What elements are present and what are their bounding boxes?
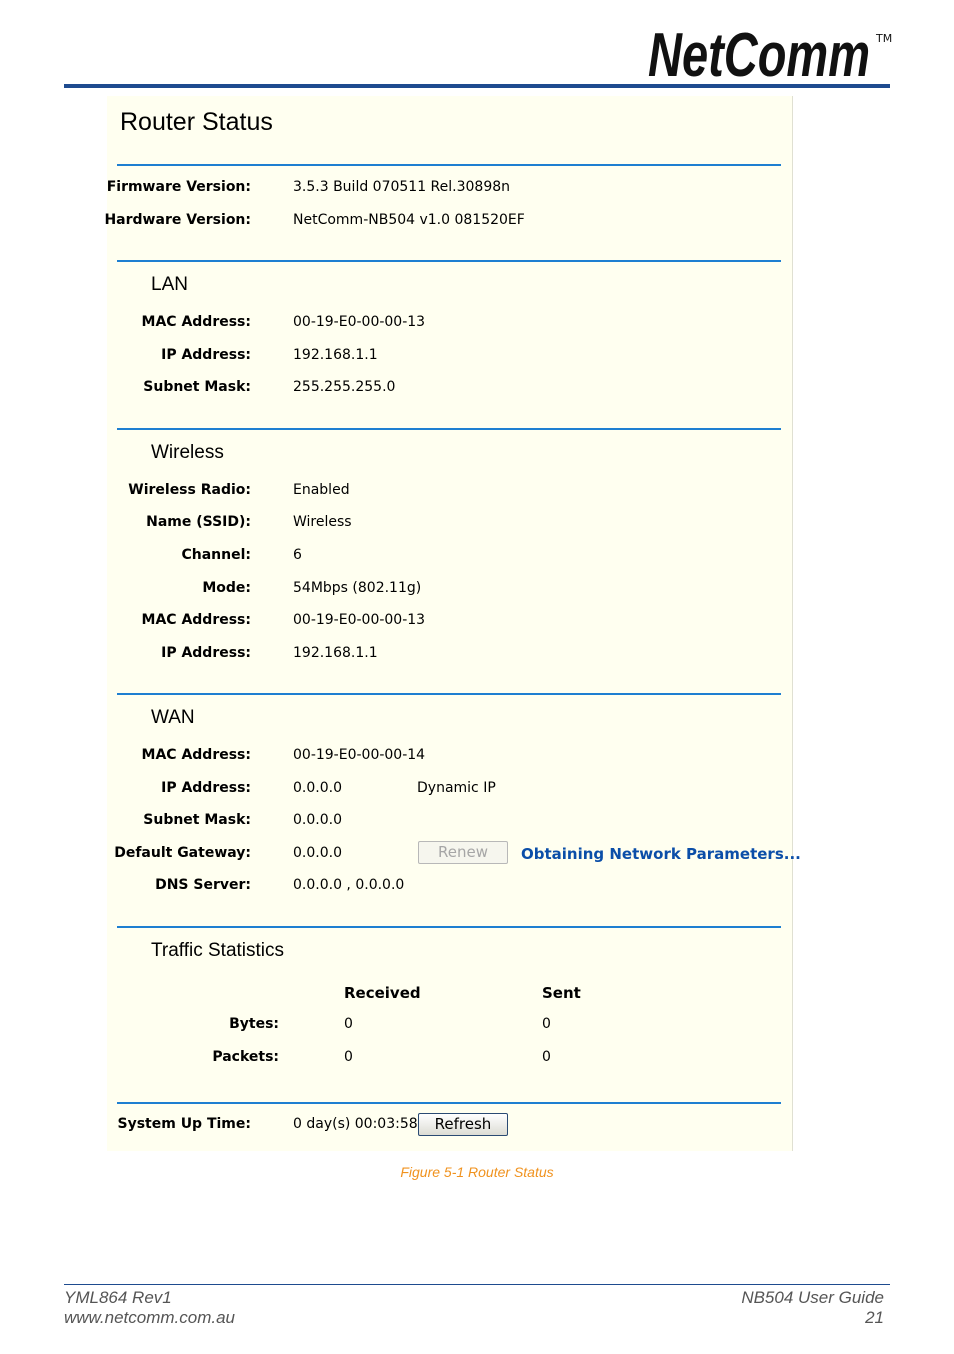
wan-connection-type: Dynamic IP [417,780,496,796]
page-title: Router Status [120,108,273,136]
footer-website: www.netcomm.com.au [64,1308,235,1327]
wan-gateway-label: Default Gateway: [114,845,251,861]
wireless-heading: Wireless [151,442,224,463]
lan-ip-label: IP Address: [161,347,251,363]
lan-ip-value: 192.168.1.1 [293,347,378,363]
router-status-panel [104,96,801,1151]
wireless-channel-value: 6 [293,547,302,563]
wan-heading: WAN [151,707,195,728]
bytes-sent: 0 [542,1016,551,1032]
divider [117,693,781,695]
wan-gateway-value: 0.0.0.0 [293,845,342,861]
wireless-ssid-label: Name (SSID): [146,514,251,530]
netcomm-logo [646,20,894,82]
lan-mac-value: 00-19-E0-00-00-13 [293,314,426,330]
traffic-heading: Traffic Statistics [151,940,285,961]
wan-status-message: Obtaining Network Parameters... [521,845,801,863]
divider [117,926,781,928]
wan-dns-label: DNS Server: [155,877,251,893]
received-column-header: Received [344,984,421,1002]
lan-subnet-label: Subnet Mask: [143,379,251,395]
wireless-radio-value: Enabled [293,482,350,498]
svg-text:TM: TM [876,32,893,45]
hardware-version-label: Hardware Version: [104,212,251,228]
wan-dns-value: 0.0.0.0 , 0.0.0.0 [293,877,405,893]
sent-column-header: Sent [542,984,581,1002]
refresh-button[interactable]: Refresh [418,1113,508,1136]
lan-subnet-value: 255.255.255.0 [293,379,396,395]
uptime-label: System Up Time: [117,1116,251,1132]
wireless-mode-value: 54Mbps (802.11g) [293,580,422,596]
lan-heading: LAN [151,274,188,295]
footer-doc-id: YML864 Rev1 [64,1288,172,1307]
figure-caption: Figure 5-1 Router Status [400,1164,554,1180]
firmware-version-label: Firmware Version: [106,179,251,195]
hardware-version-value: NetComm-NB504 v1.0 081520EF [293,212,525,228]
bytes-received: 0 [344,1016,353,1032]
wireless-ip-label: IP Address: [161,645,251,661]
divider [117,428,781,430]
wireless-mac-value: 00-19-E0-00-00-13 [293,612,426,628]
footer-page-number: 21 [865,1308,884,1327]
renew-button[interactable]: Renew [418,841,508,864]
wireless-radio-label: Wireless Radio: [128,482,251,498]
footer-guide-title: NB504 User Guide [741,1288,884,1307]
wireless-mode-label: Mode: [202,580,251,596]
wireless-mac-label: MAC Address: [141,612,251,628]
divider [117,260,781,262]
wan-subnet-value: 0.0.0.0 [293,812,342,828]
firmware-version-value: 3.5.3 Build 070511 Rel.30898n [293,179,511,195]
wan-mac-label: MAC Address: [141,747,251,763]
footer-divider [64,1284,890,1285]
wan-ip-label: IP Address: [161,780,251,796]
packets-label: Packets: [212,1049,279,1065]
header-bar [64,84,890,88]
divider [117,1102,781,1104]
uptime-value: 0 day(s) 00:03:58 [293,1116,418,1132]
divider [117,164,781,166]
wan-subnet-label: Subnet Mask: [143,812,251,828]
lan-mac-label: MAC Address: [141,314,251,330]
bytes-label: Bytes: [229,1016,279,1032]
packets-sent: 0 [542,1049,551,1065]
wireless-ip-value: 192.168.1.1 [293,645,378,661]
wan-mac-value: 00-19-E0-00-00-14 [293,747,426,763]
wireless-channel-label: Channel: [181,547,251,563]
svg-text:NetComm: NetComm [648,21,870,82]
packets-received: 0 [344,1049,353,1065]
wan-ip-value: 0.0.0.0 [293,780,342,796]
wireless-ssid-value: Wireless [293,514,352,530]
